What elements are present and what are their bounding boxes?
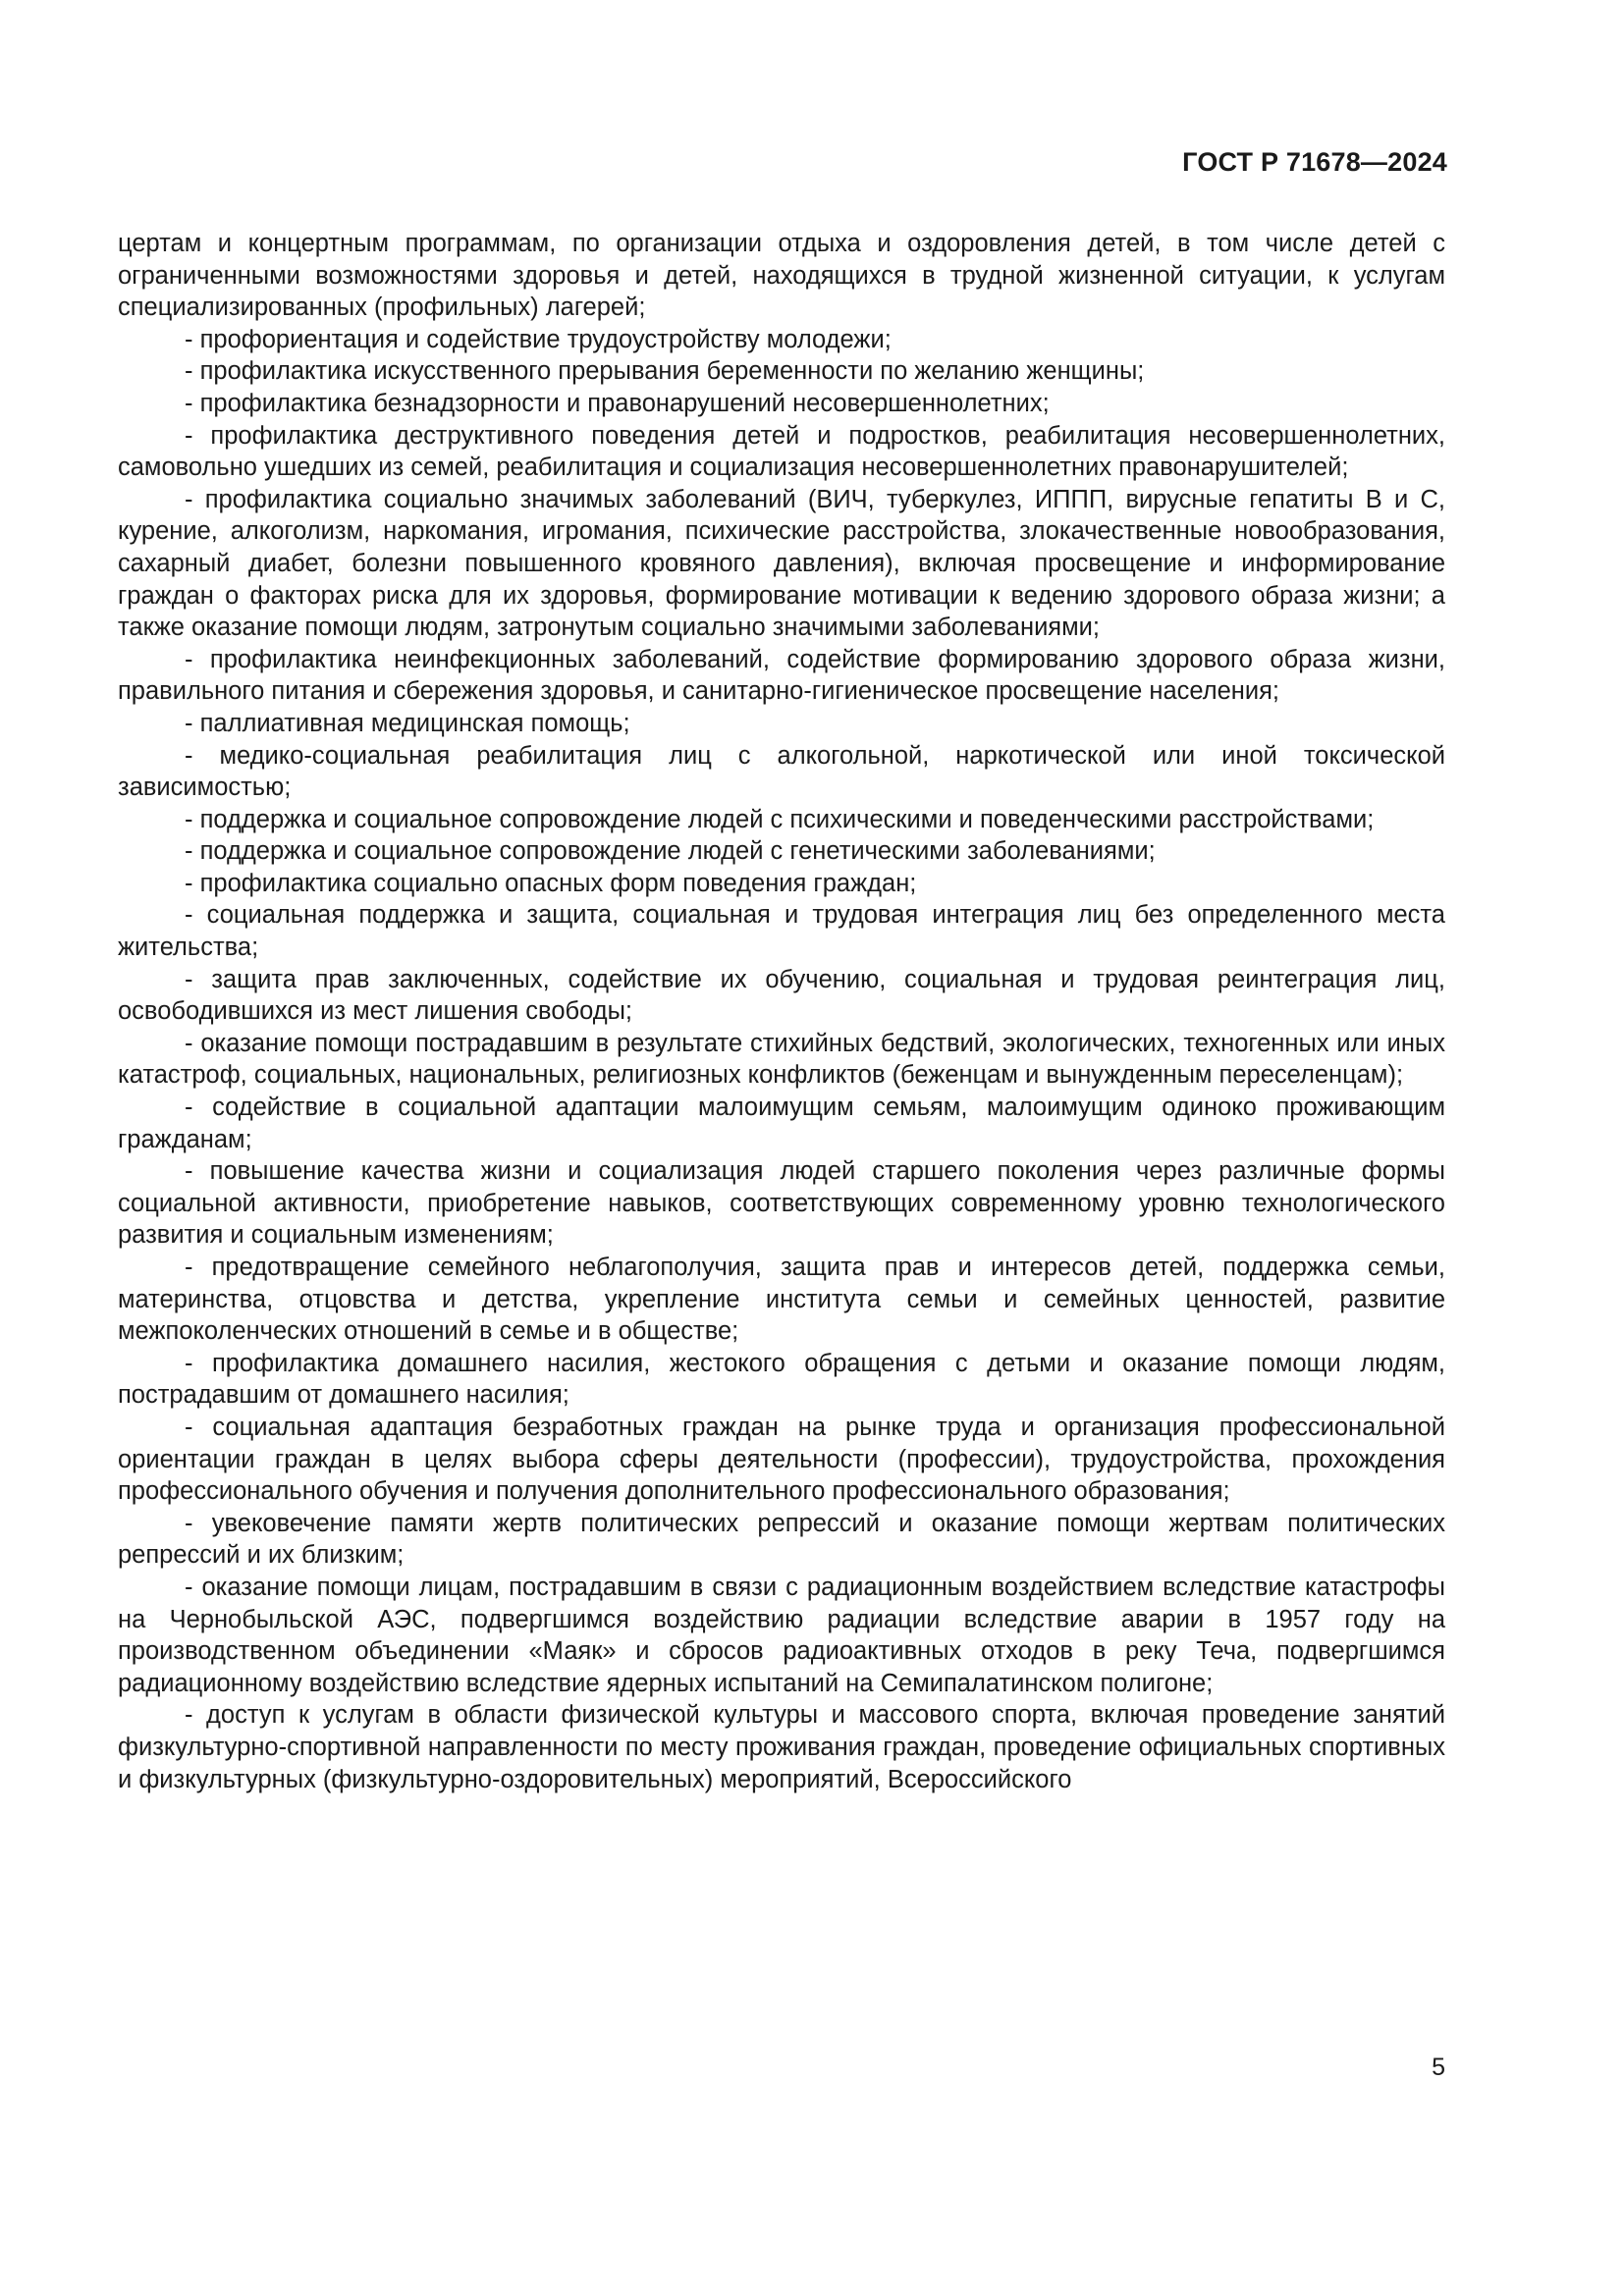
list-item: - паллиативная медицинская помощь;: [185, 709, 630, 737]
list-item: - медико-социальная реабилитация лиц с алкогольной, наркотической или иной токсической зависимостью;: [118, 741, 1445, 802]
list-item: - профилактика социально значимых заболеваний (ВИЧ, туберкулез, ИППП, вирусные гепатиты В и С, курение, алкоголизм, наркомания, игромания, психические расстройства, злокачественные новообразования, сахарный диабет, болезни повышенного кровяного давления), включая просвещение и информирование граждан о факторах риска для их здоровья, формирование мотивации к ведению здорового образа жизни; а также оказание помощи людям, затронутым социально значимыми заболеваниями;: [118, 485, 1445, 642]
body-text: [118, 228, 1445, 1795]
list-item: - профилактика деструктивного поведения детей и подростков, реабилитация несовершеннолетних, самовольно ушедших из семей, реабилитация и социализация несовершеннолетних правонарушителей;: [118, 421, 1445, 482]
list-item: - профориентация и содействие трудоустройству молодежи;: [185, 325, 892, 353]
list-item: - оказание помощи лицам, пострадавшим в связи с радиационным воздействием вследствие катастрофы на Чернобыльской АЭС, подвергшимся воздействию радиации вследствие аварии в 1957 году на производственном объединении «Маяк» и сбросов радиоактивных отходов в реку Теча, подвергшимся радиационному воздействию вследствие ядерных испытаний на Семипалатинском полигоне;: [118, 1573, 1445, 1697]
list-item: - профилактика домашнего насилия, жестокого обращения с детьми и оказание помощи людям, пострадавшим от домашнего насилия;: [118, 1349, 1445, 1410]
list-item: - предотвращение семейного неблагополучия, защита прав и интересов детей, поддержка семьи, материнства, отцовства и детства, укрепление института семьи и семейных ценностей, развитие межпоколенческих отношений в семье и в обществе;: [118, 1254, 1445, 1346]
continuation-paragraph: цертам и концертным программам, по организации отдыха и оздоровления детей, в том числе детей с ограниченными возможностями здоровья и детей, находящихся в трудной жизненной ситуации, к услугам специализированных (профильных) лагерей;: [118, 230, 1445, 322]
list-item: - оказание помощи пострадавшим в результате стихийных бедствий, экологических, техногенных или иных катастроф, социальных, национальных, религиозных конфликтов (беженцам и вынужденным переселенцам);: [118, 1029, 1445, 1090]
list-item: - профилактика безнадзорности и правонарушений несовершеннолетних;: [185, 389, 1050, 417]
list-item: - профилактика искусственного прерывания беременности по желанию женщины;: [185, 357, 1145, 386]
list-item: - социальная поддержка и защита, социальная и трудовая интеграция лиц без определенного места жительства;: [118, 901, 1445, 962]
list-item: - профилактика социально опасных форм поведения граждан;: [185, 869, 917, 897]
standard-designation: ГОСТ Р 71678—2024: [1182, 147, 1447, 177]
page-number: 5: [1432, 2054, 1445, 2081]
list-item: - социальная адаптация безработных граждан на рынке труда и организация профессиональной ориентации граждан в целях выбора сферы деятельности (профессии), трудоустройства, прохождения профессионального обучения и получения дополнительного профессионального образования;: [118, 1413, 1445, 1506]
list-item: - профилактика неинфекционных заболеваний, содействие формированию здорового образа жизни, правильного питания и сбережения здоровья, и санитарно-гигиеническое просвещение населения;: [118, 645, 1445, 706]
list-item: - увековечение памяти жертв политических репрессий и оказание помощи жертвам политических репрессий и их близким;: [118, 1509, 1445, 1570]
list-item: - повышение качества жизни и социализация людей старшего поколения через различные формы социальной активности, приобретение навыков, соответствующих современному уровню технологического развития и социальным изменениям;: [118, 1157, 1445, 1250]
list-item: - содействие в социальной адаптации малоимущим семьям, малоимущим одиноко проживающим гражданам;: [118, 1094, 1445, 1153]
list-item: - доступ к услугам в области физической культуры и массового спорта, включая проведение занятий физкультурно-спортивной направленности по месту проживания граждан, проведение официальных спортивных и физкультурных (физкультурно-оздоровительных) мероприятий, Всероссийского: [118, 1701, 1445, 1793]
list-item: - поддержка и социальное сопровождение людей с генетическими заболеваниями;: [185, 837, 1156, 866]
list-item: - поддержка и социальное сопровождение людей с психическими и поведенческими расстройствами;: [185, 805, 1375, 833]
list-item: - защита прав заключенных, содействие их обучению, социальная и трудовая реинтеграция лиц, освободившихся из мест лишения свободы;: [118, 965, 1445, 1026]
